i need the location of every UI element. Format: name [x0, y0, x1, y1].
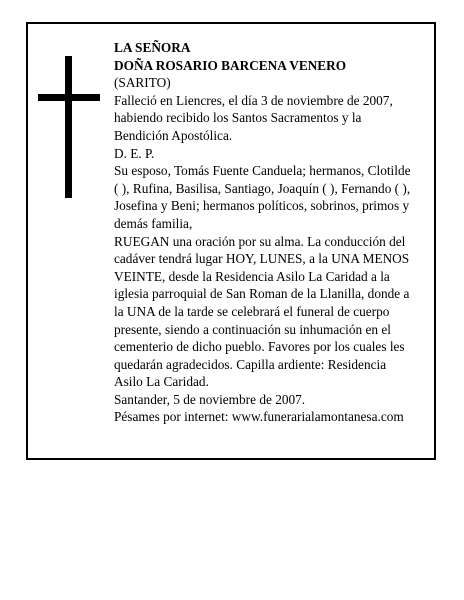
notice-line: habiendo recibido los Santos Sacramentos y la — [114, 110, 362, 126]
notice-line: cadáver tendrá lugar HOY, LUNES, a la UNA MENOS — [114, 251, 410, 267]
notice-line: demás familia, — [114, 215, 193, 231]
cross-icon — [38, 56, 100, 198]
notice-text — [114, 39, 434, 426]
notice-line: Bendición Apostólica. — [114, 127, 233, 143]
cross-horizontal-bar — [38, 94, 100, 101]
notice-date-line: Santander, 5 de noviembre de 2007. — [114, 391, 306, 407]
cross-vertical-bar — [65, 56, 72, 198]
obituary-notice — [26, 22, 436, 460]
notice-line: VEINTE, desde la Residencia Asilo La Caridad a la — [114, 268, 390, 284]
notice-line: cementerio de dicho pueblo. Favores por los cuales les — [114, 339, 405, 355]
notice-line: Falleció en Liencres, el día 3 de noviembre de 2007, — [114, 92, 393, 108]
notice-line: Su esposo, Tomás Fuente Canduela; hermanos, Clotilde — [114, 163, 411, 179]
notice-line: quedarán agradecidos. Capilla ardiente: Residencia — [114, 356, 387, 372]
notice-line: iglesia parroquial de San Roman de la Llanilla, donde a — [114, 286, 410, 302]
notice-line: Asilo La Caridad. — [114, 374, 209, 390]
condolences-line: Pésames por internet: www.funerarialamontanesa.com — [114, 409, 404, 425]
notice-line: (SARITO) — [114, 75, 171, 91]
notice-line: Josefina y Beni; hermanos políticos, sobrinos, primos y — [114, 198, 410, 214]
notice-title: LA SEÑORA — [114, 40, 191, 55]
notice-line: la UNA de la tarde se celebrará el funeral de cuerpo — [114, 303, 390, 319]
notice-line: RUEGAN una oración por su alma. La conducción del — [114, 233, 406, 249]
notice-line: presente, siendo a continuación su inhumación en el — [114, 321, 391, 337]
notice-line: ( ), Rufina, Basilisa, Santiago, Joaquín ( ), Fernando ( ), — [114, 180, 411, 196]
notice-line: D. E. P. — [114, 145, 155, 161]
deceased-name: DOÑA ROSARIO BARCENA VENERO — [114, 57, 347, 73]
